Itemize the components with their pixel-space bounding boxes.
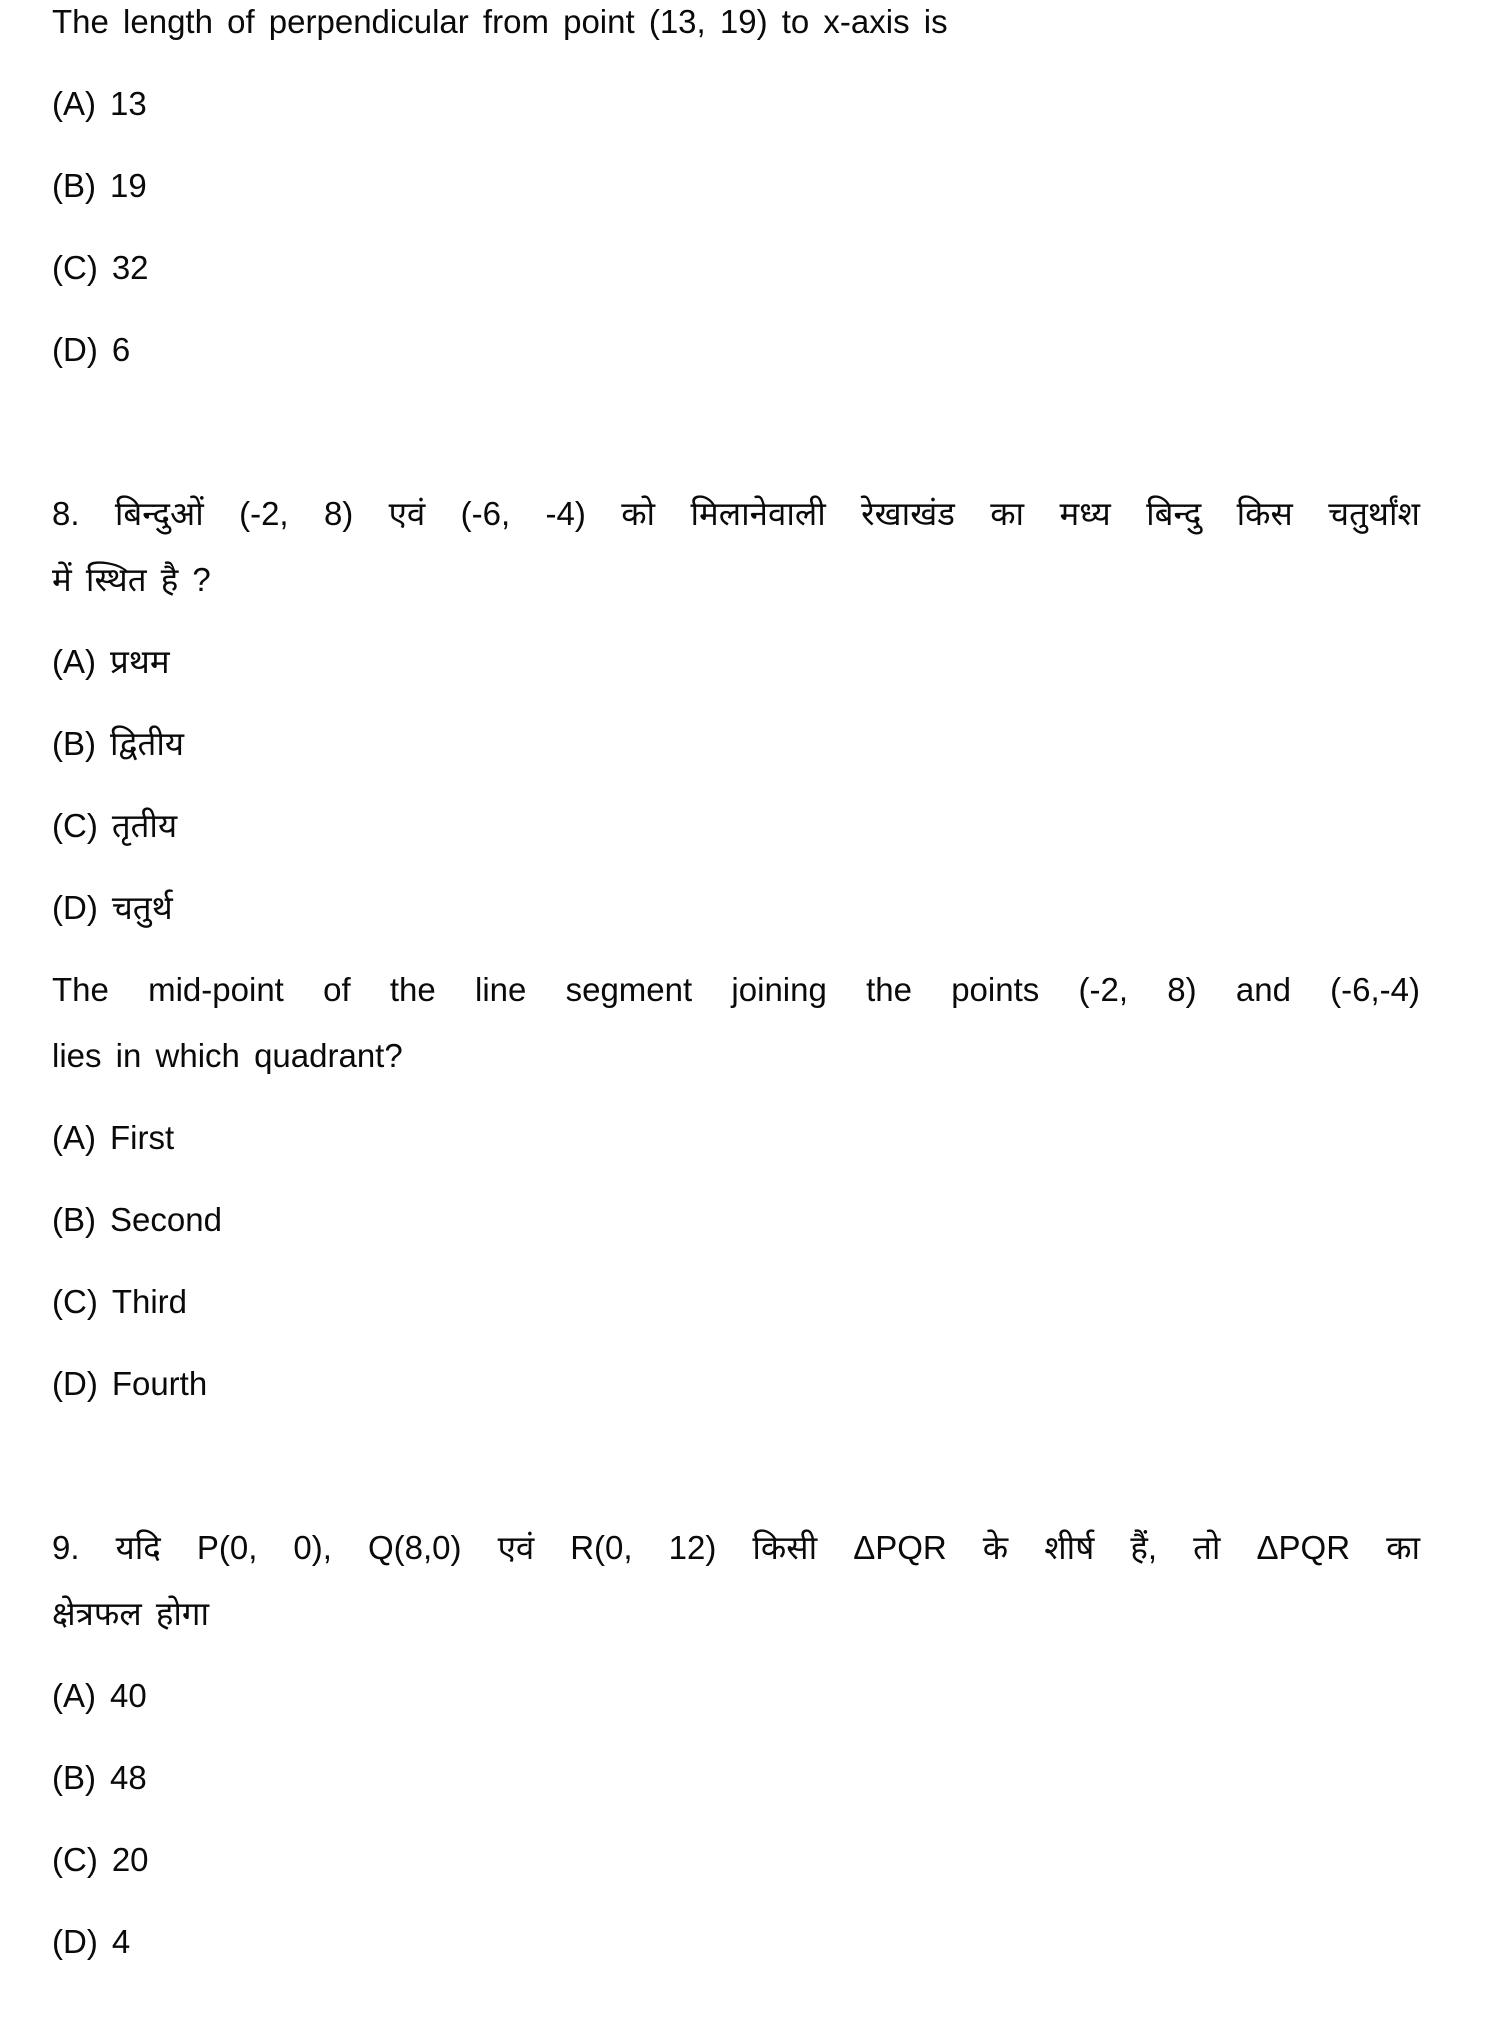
option-value: 13 bbox=[110, 85, 147, 122]
option-row bbox=[52, 804, 1420, 848]
option-value: 40 bbox=[110, 1677, 147, 1714]
option-label: (C) bbox=[52, 1841, 98, 1878]
option-label: (C) bbox=[52, 807, 98, 844]
option-value: तृतीय bbox=[111, 807, 178, 844]
option-label: (D) bbox=[52, 331, 98, 368]
option-label: (B) bbox=[52, 725, 96, 762]
question-9-hindi bbox=[52, 1526, 1420, 1964]
option-label: (C) bbox=[52, 1283, 98, 1320]
question-line: The length of perpendicular from point (13, 19) to x-axis is bbox=[52, 3, 948, 40]
option-value: प्रथम bbox=[110, 643, 170, 680]
option-label: (B) bbox=[52, 167, 96, 204]
option-label: (A) bbox=[52, 1119, 96, 1156]
question-8-hindi bbox=[52, 492, 1420, 930]
question-line: 8. बिन्दुओं (-2, 8) एवं (-6, -4) को मिलानेवाली रेखाखंड का मध्य बिन्दु किस चतुर्थांश bbox=[52, 495, 1420, 532]
option-label: (C) bbox=[52, 249, 98, 286]
option-label: (A) bbox=[52, 85, 96, 122]
option-value: 20 bbox=[111, 1841, 149, 1878]
option-row bbox=[52, 640, 1420, 684]
option-label: (B) bbox=[52, 1201, 96, 1238]
option-row bbox=[52, 1674, 1420, 1718]
question-line: क्षेत्रफल होगा bbox=[52, 1595, 210, 1632]
option-row bbox=[52, 82, 1420, 126]
option-label: (A) bbox=[52, 643, 96, 680]
option-row bbox=[52, 722, 1420, 766]
option-label: (D) bbox=[52, 1365, 98, 1402]
option-row bbox=[52, 1756, 1420, 1800]
option-row bbox=[52, 1838, 1420, 1882]
question-8-english bbox=[52, 968, 1420, 1406]
option-label: (D) bbox=[52, 1923, 98, 1960]
option-row bbox=[52, 1198, 1420, 1242]
question-en-perpendicular bbox=[52, 0, 1420, 372]
option-value: Second bbox=[110, 1201, 222, 1238]
question-line: The mid-point of the line segment joining the points (-2, 8) and (-6,-4) bbox=[52, 971, 1420, 1008]
option-row bbox=[52, 1362, 1420, 1406]
option-value: 6 bbox=[111, 331, 131, 368]
option-value: Fourth bbox=[111, 1365, 208, 1402]
option-value: चतुर्थ bbox=[111, 889, 173, 926]
option-row bbox=[52, 328, 1420, 372]
option-row bbox=[52, 246, 1420, 290]
option-label: (A) bbox=[52, 1677, 96, 1714]
option-value: 32 bbox=[111, 249, 149, 286]
option-value: First bbox=[110, 1119, 175, 1156]
option-label: (D) bbox=[52, 889, 98, 926]
option-value: 4 bbox=[111, 1923, 131, 1960]
option-row bbox=[52, 164, 1420, 208]
option-row bbox=[52, 1116, 1420, 1160]
option-row bbox=[52, 886, 1420, 930]
option-value: 19 bbox=[110, 167, 147, 204]
option-row bbox=[52, 1280, 1420, 1324]
option-label: (B) bbox=[52, 1759, 96, 1796]
question-line: में स्थित है ? bbox=[52, 561, 211, 598]
question-line: lies in which quadrant? bbox=[52, 1037, 403, 1074]
question-line: 9. यदि P(0, 0), Q(8,0) एवं R(0, 12) किसी ΔPQR के शीर्ष हैं, तो ΔPQR का bbox=[52, 1529, 1420, 1566]
option-value: 48 bbox=[110, 1759, 147, 1796]
option-value: Third bbox=[111, 1283, 187, 1320]
option-value: द्वितीय bbox=[110, 725, 185, 762]
option-row bbox=[52, 1920, 1420, 1964]
